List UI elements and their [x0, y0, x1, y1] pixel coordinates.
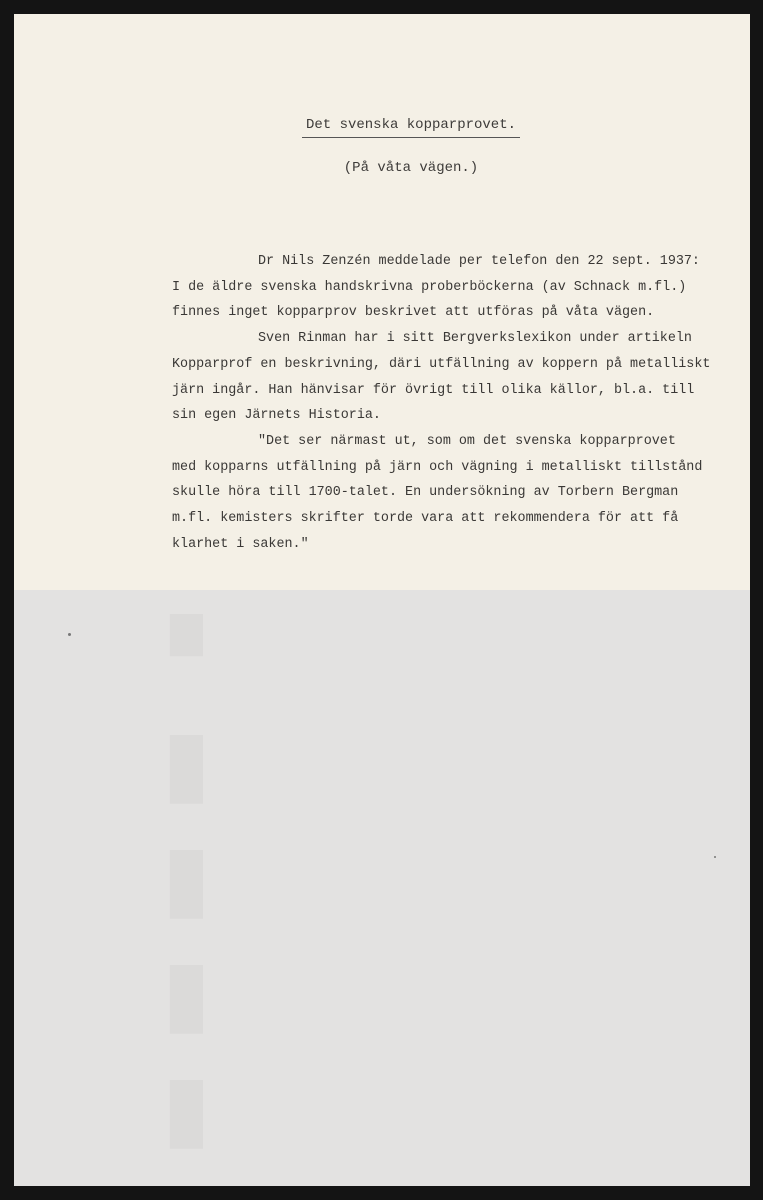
body-line: finnes inget kopparprov beskrivet att utföras på våta vägen.	[172, 305, 655, 321]
document-page	[14, 14, 750, 590]
document-title-text: Det svenska kopparprovet.	[302, 117, 520, 138]
body-line: skulle höra till 1700-talet. En undersökning av Torbern Bergman	[172, 485, 679, 501]
body-line: sin egen Järnets Historia.	[172, 408, 381, 424]
body-line: Kopparprof en beskrivning, däri utfällning av koppern på metalliskt	[172, 356, 711, 372]
paper-speck	[714, 856, 716, 858]
body-line: I de äldre svenska handskrivna proberböckerna (av Schnack m.fl.)	[172, 279, 687, 295]
body-line: klarhet i saken."	[172, 536, 309, 552]
body-line: Dr Nils Zenzén meddelade per telefon den 22 sept. 1937:	[258, 254, 700, 269]
document-subtitle: (På våta vägen.)	[343, 160, 479, 176]
body-line: järn ingår. Han hänvisar för övrigt till olika källor, bl.a. till	[172, 382, 695, 398]
body-line: med kopparns utfällning på järn och vägning i metalliskt tillstånd	[172, 459, 703, 475]
document-title	[14, 117, 750, 138]
watermark-shadow	[134, 614, 654, 1174]
paper-speck	[68, 633, 71, 636]
body-line: m.fl. kemisters skrifter torde vara att rekommendera för att få	[172, 511, 679, 527]
document-body	[172, 249, 742, 557]
body-line: "Det ser närmast ut, som om det svenska kopparprovet	[258, 433, 676, 449]
body-line: Sven Rinman har i sitt Bergverkslexikon under artikeln	[258, 331, 692, 347]
